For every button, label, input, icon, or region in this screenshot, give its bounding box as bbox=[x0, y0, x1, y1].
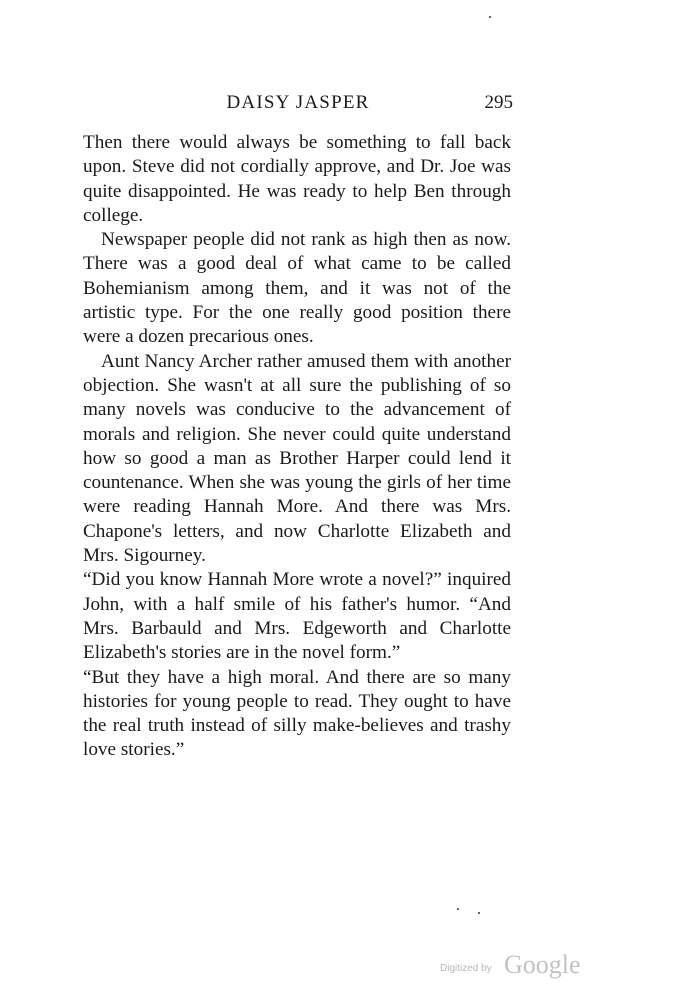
body-text bbox=[83, 131, 511, 763]
page-number: 295 bbox=[484, 92, 513, 113]
paragraph: Aunt Nancy Archer rather amused them with another objection. She wasn't at all sure the publishing of so many novels was conducive to the advancement of morals and religion. She never could quite understand how so good a man as Brother Harper could lend it countenance. When she was young the girls of her time were reading Hannah More. And there was Mrs. Chapone's letters, and now Charlotte Elizabeth and Mrs. Sigourney. bbox=[83, 350, 511, 567]
running-head bbox=[83, 90, 513, 116]
running-title: DAISY JASPER bbox=[226, 92, 370, 113]
watermark-prefix: Digitized by bbox=[440, 963, 492, 974]
scan-speck bbox=[478, 912, 480, 914]
paragraph: Newspaper people did not rank as high then as now. There was a good deal of what came to be called Bohemianism among them, and it was not of the artistic type. For the one really good position there were a dozen precarious ones. bbox=[83, 229, 511, 348]
google-logo: Google bbox=[504, 950, 581, 979]
paragraph: “Did you know Hannah More wrote a novel?” inquired John, with a half smile of his father's humor. “And Mrs. Barbauld and Mrs. Edgeworth and Charlotte Elizabeth's stories are in the novel form.” bbox=[83, 569, 511, 664]
scan-speck bbox=[457, 908, 459, 910]
digitized-by-google-watermark bbox=[440, 950, 590, 984]
paragraph: Then there would always be something to fall back upon. Steve did not cordially approve, and Dr. Joe was quite disappointed. He was ready to help Ben through college. bbox=[83, 132, 511, 226]
scan-speck bbox=[489, 16, 491, 18]
paragraph: “But they have a high moral. And there are so many histories for young people to read. They ought to have the real truth instead of silly make-believes and trashy love stories.” bbox=[83, 666, 511, 761]
